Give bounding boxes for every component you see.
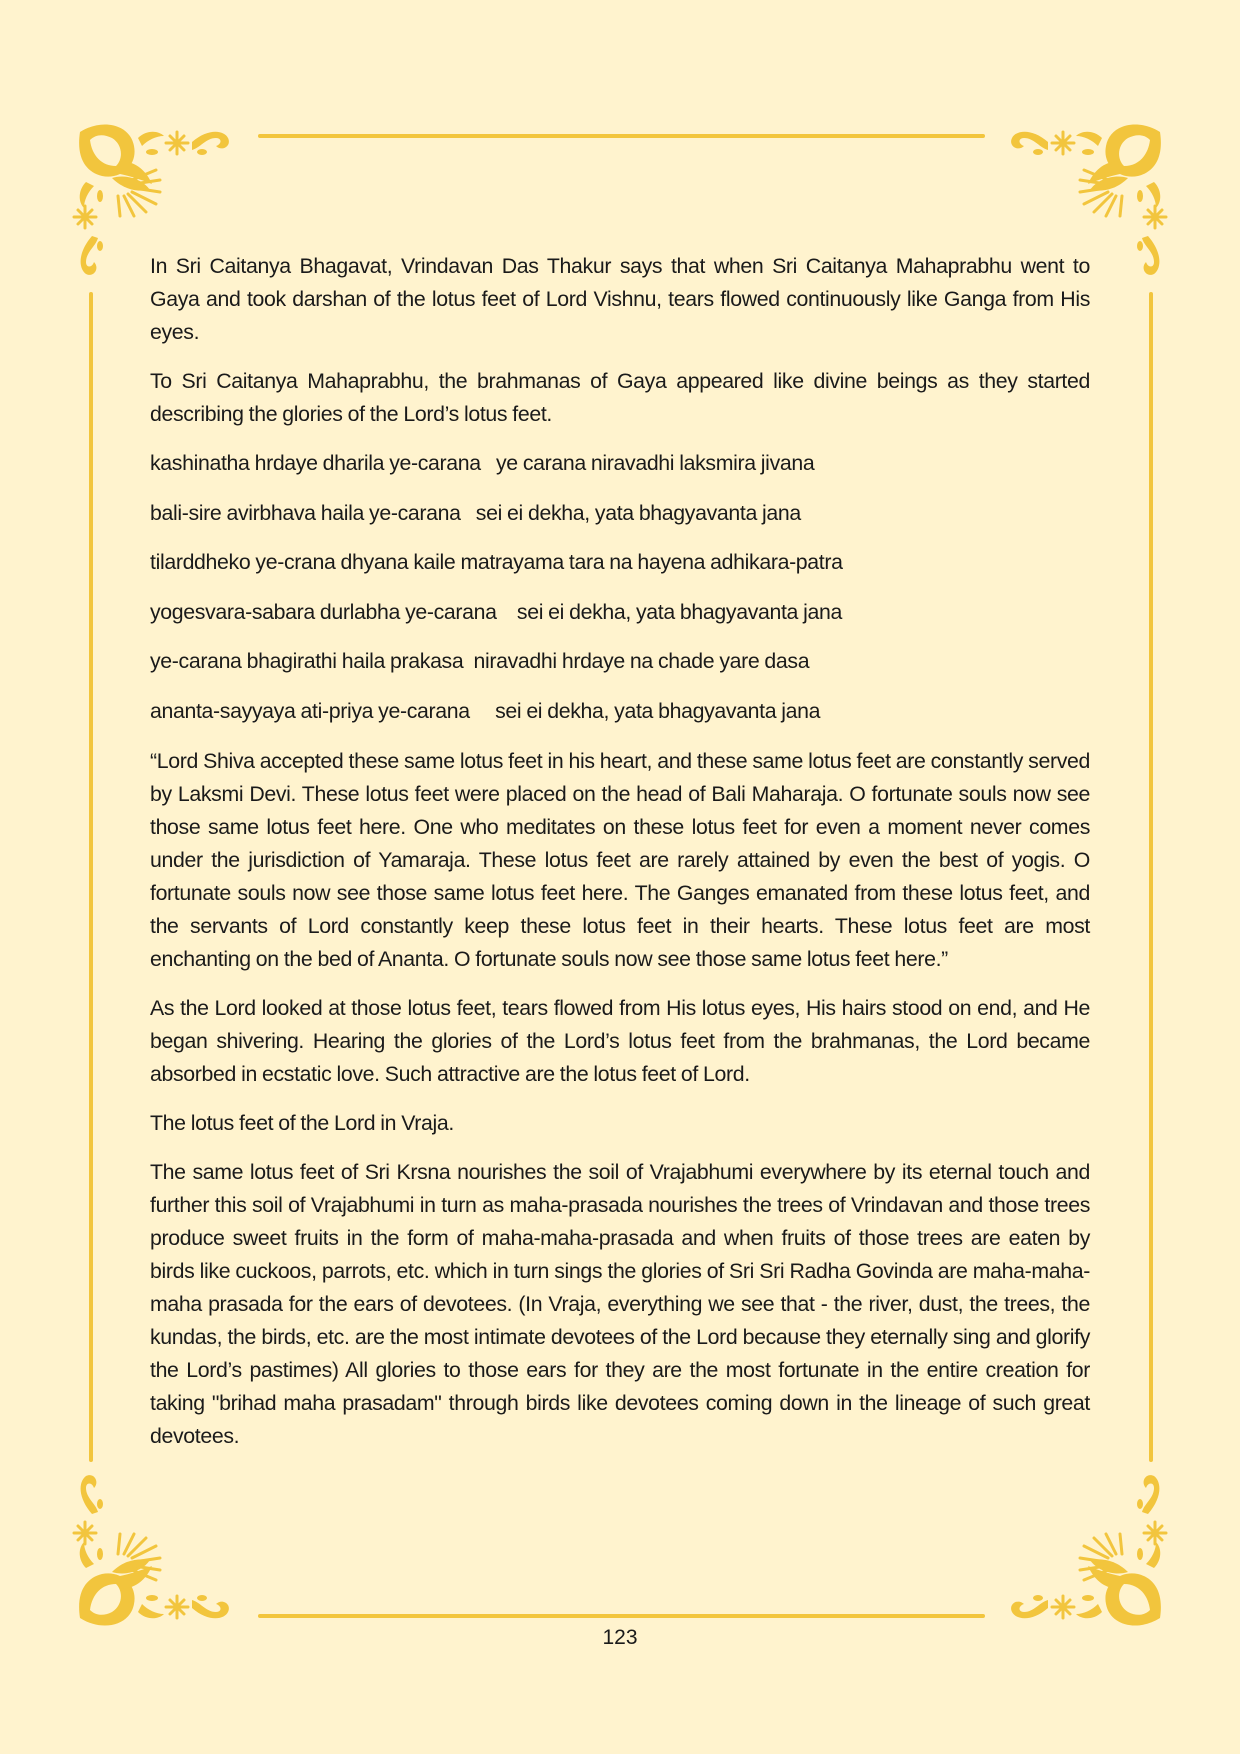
verse-line: yogesvara-sabara durlabha ye-carana sei ei dekha, yata bhagyavanta jana	[150, 599, 842, 624]
page-number: 123	[602, 1626, 638, 1649]
page-body	[150, 250, 1090, 1469]
paragraph-intro: In Sri Caitanya Bhagavat, Vrindavan Das Thakur says that when Sri Caitanya Mahaprabhu went to Gaya and took darshan of the lotus feet of Lord Vishnu, tears flowed continuously like Ganga from His eyes.	[150, 254, 1090, 344]
paragraph-brahmanas: To Sri Caitanya Mahaprabhu, the brahmanas of Gaya appeared like divine beings as they started describing the glories of the Lord’s lotus feet.	[150, 369, 1090, 426]
border-line-right	[1149, 292, 1153, 1462]
border-line-top	[258, 134, 985, 138]
verse-line: kashinatha hrdaye dharila ye-carana ye carana niravadhi laksmira jivana	[150, 451, 815, 475]
border-line-left	[89, 292, 93, 1462]
verse-line: bali-sire avirbhava haila ye-carana sei ei dekha, yata bhagyavanta jana	[150, 500, 801, 525]
verse-line: ananta-sayyaya ati-priya ye-carana sei ei dekha, yata bhagyavanta jana	[150, 698, 821, 723]
paragraph-vraja: The same lotus feet of Sri Krsna nourishes the soil of Vrajabhumi everywhere by its eternal touch and further this soil of Vrajabhumi in turn as maha-prasada nourishes the trees of Vrindavan and those trees produce sweet fruits in the form of maha-maha-prasada and when fruits of those trees are eaten by birds like cuckoos, parrots, etc. which in turn sings the glories of Sri Sri Radha Govinda are maha-maha-maha prasada for the ears of devotees. (In Vraja, everything we see that - the river, dust, the trees, the kundas, the birds, etc. are the most intimate devotees of the Lord because they eternally sing and glorify the Lord’s pastimes) All glories to those ears for they are the most fortunate in the entire creation for taking "brihad maha prasadam" through birds like devotees coming down in the lineage of such great devotees.	[150, 1159, 1090, 1448]
paragraph-translation: “Lord Shiva accepted these same lotus feet in his heart, and these same lotus feet are constantly served by Laksmi Devi. These lotus feet were placed on the head of Bali Maharaja. O fortunate souls now see those same lotus feet here. One who meditates on these lotus feet for even a moment never comes under the jurisdiction of Yamaraja. These lotus feet are rarely attained by even the best of yogis. O fortunate souls now see those same lotus feet here. The Ganges emanated from these lotus feet, and the servants of Lord constantly keep these lotus feet in their hearts. These lotus feet are most enchanting on the bed of Ananta. O fortunate souls now see those same lotus feet here.”	[150, 748, 1090, 971]
section-heading-vraja: The lotus feet of the Lord in Vraja.	[150, 1110, 454, 1135]
paragraph-lord-response: As the Lord looked at those lotus feet, tears flowed from His lotus eyes, His hairs stood on end, and He began shivering. Hearing the glories of the Lord’s lotus feet from the brahmanas, the Lord became absorbed in ecstatic love. Such attractive are the lotus feet of Lord.	[150, 995, 1090, 1086]
border-line-bottom	[258, 1614, 985, 1618]
verse-line: ye-carana bhagirathi haila prakasa niravadhi hrdaye na chade yare dasa	[150, 649, 810, 674]
verse-line: tilarddheko ye-crana dhyana kaile matrayama tara na hayena adhikara-patra	[150, 550, 843, 575]
